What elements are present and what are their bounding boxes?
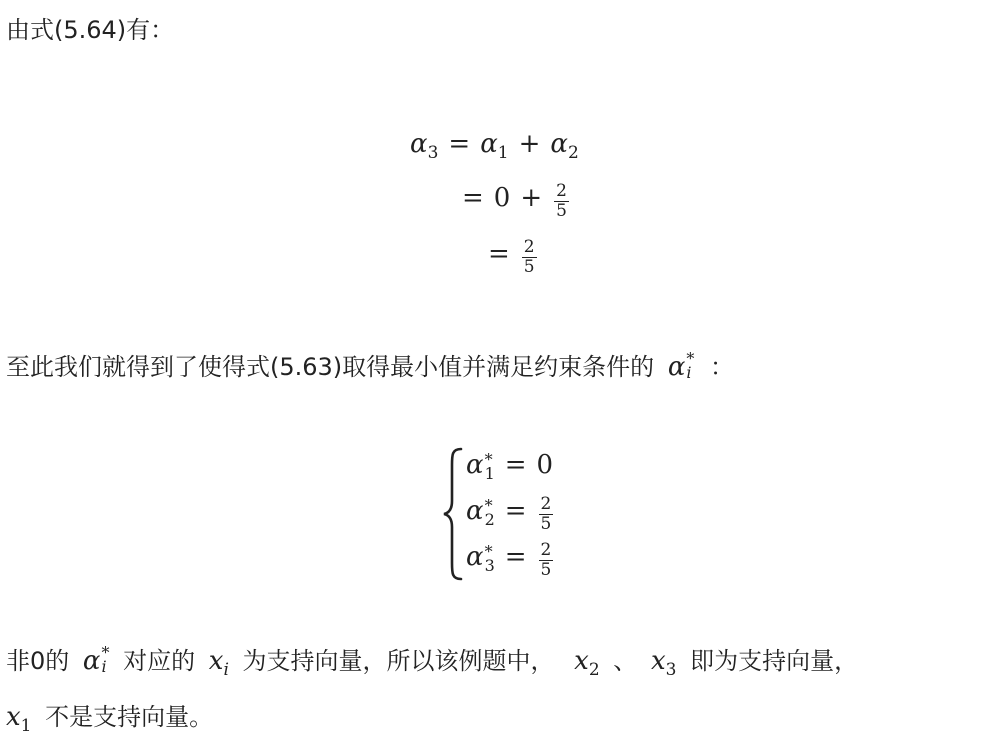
- conclusion-line-2: $x_1$ 不是支持向量。: [6, 702, 214, 736]
- alpha-symbol: α: [480, 129, 498, 159]
- fraction: $\frac{2}{5}$: [540, 494, 552, 534]
- alpha-i-star: α * i: [667, 349, 695, 382]
- text-segment: 至此我们就得到了使得式(5.63)取得最小值并满足约束条件的: [6, 353, 655, 381]
- case-row-1: α * 1 = 0: [466, 449, 554, 483]
- case-row-3: α * 3 = $\frac{2}{5}$: [466, 540, 552, 580]
- equals-sign: =: [448, 129, 471, 159]
- text-segment: ：: [710, 353, 735, 381]
- left-brace-icon: [442, 447, 464, 581]
- x-2: $x_2$: [574, 646, 600, 680]
- alpha-i-star: α * i: [82, 643, 110, 676]
- subscript: 2: [567, 143, 579, 163]
- x-i: $x_i$: [208, 646, 229, 680]
- subscript: 1: [497, 143, 509, 163]
- equation-row-2: [452, 178, 571, 221]
- equation-row-1: [410, 124, 579, 164]
- number: 0: [493, 183, 511, 213]
- fraction: $\frac{2}{5}$: [540, 540, 552, 580]
- plus-sign: +: [520, 183, 543, 213]
- equals-sign: =: [462, 183, 484, 213]
- intro-line-2: [6, 351, 734, 383]
- intro-line-1: [6, 14, 174, 46]
- alpha-symbol: α: [550, 129, 568, 159]
- case-row-2: α * 2 = $\frac{2}{5}$: [466, 494, 552, 534]
- equation-row-3: [478, 234, 539, 277]
- fraction: $\frac{2}{5}$: [523, 237, 535, 277]
- fraction: $\frac{2}{5}$: [556, 181, 567, 221]
- equals-sign: =: [488, 239, 510, 269]
- intro-text: 由式(5.64)有：: [6, 16, 175, 44]
- subscript: 3: [427, 143, 439, 163]
- alpha-symbol: α: [410, 129, 428, 159]
- conclusion-line-1: 非0的 α * i 对应的 $x_i$ 为支持向量，所以该例题中， $x_2$ 、 $x_3$ 即为支持向量，: [6, 643, 859, 680]
- plus-sign: +: [518, 129, 541, 159]
- x-1: $x_1$: [6, 702, 32, 736]
- x-3: $x_3$: [650, 646, 677, 680]
